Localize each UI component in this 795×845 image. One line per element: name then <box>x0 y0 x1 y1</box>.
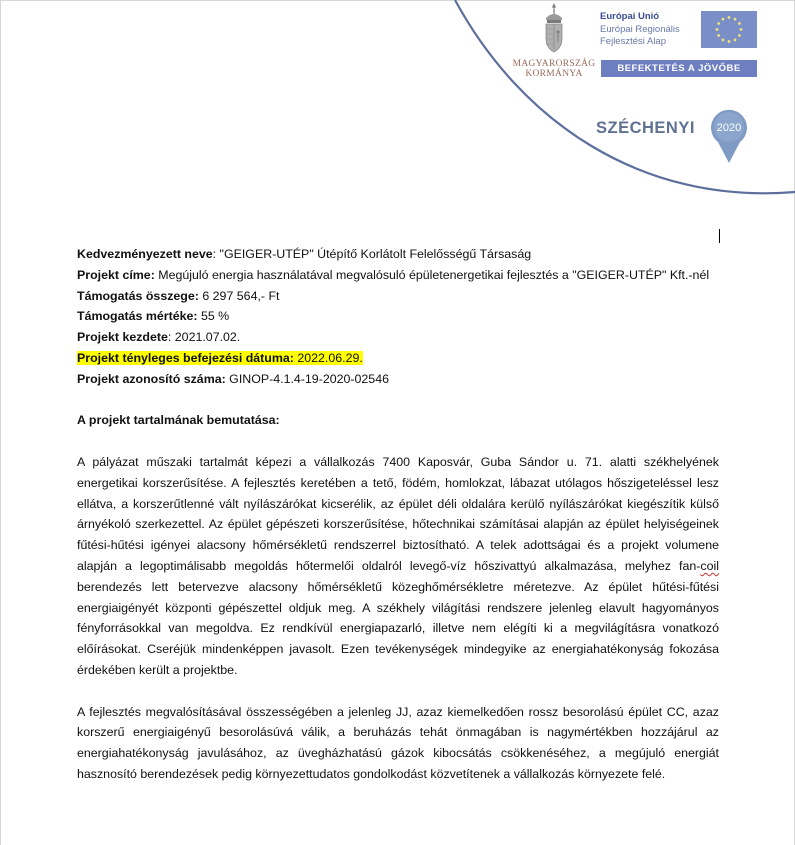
crest-icon <box>541 2 567 54</box>
szechenyi-word: SZÉCHENYI <box>596 119 695 137</box>
section-title-text: A projekt tartalmának bemutatása: <box>77 413 280 428</box>
eu-line1: Európai Unió <box>600 11 660 22</box>
beneficiary-label: Kedvezményezett neve <box>77 247 213 261</box>
project-title-value: Megújuló energia használatával megvalósuló épületenergetikai fejlesztés a "GEIGER-UTÉP" Kft.-nél <box>154 267 710 282</box>
hungary-logo-line2: KORMÁNYA <box>525 69 583 79</box>
project-title-label: Projekt címe: <box>77 267 155 282</box>
text-cursor <box>719 229 720 243</box>
paragraph-1-part2: berendezés lett betervezve alacsony hőmérsékletű közeghőmérsékletre méretezve. Az épület hűtési-fűtési energiaigényét központi gépészettel oldjuk meg. A székhely világítási rendszere jelenleg elavult hagyományos fényforrásokkal van megoldva. Ez rendkívül energiapazarló, illetve nem elégíti ki a megvilágításra vonatkozó előírásokat. Cseréjük mindenképpen javasolt. Ezen tevékenységek mindegyike az energiahatékonyság fokozása érdekében került a projektbe. <box>77 579 719 677</box>
hungary-logo-line1: MAGYARORSZÁG <box>512 59 596 69</box>
spellcheck-word: coil <box>700 558 719 573</box>
section-title <box>77 410 719 431</box>
beneficiary-value: : "GEIGER-UTÉP" Útépítő Korlátolt Felelősségű Társaság <box>212 247 532 261</box>
hungarian-government-logo <box>512 2 596 79</box>
id-line <box>77 369 719 390</box>
paragraph-2: A fejlesztés megvalósításával összességében a jelenleg JJ, azaz kiemelkedően rossz besorolású épület CC, azaz korszerű energiaigényű besorolásúvá válik, a beruházás tehát önmagában is nagymértékben hozzájárul az energiahatékonyság javulásához, az üvegházhatású gázok kibocsátás csökkenéséhez, a megújuló energiát hasznosító berendezések pedig környezettudatos gondolkodást közvetítenek a vállalkozás környezete felé. <box>77 704 719 781</box>
document-body <box>77 244 719 785</box>
eu-line3: Fejlesztési Alap <box>600 36 667 47</box>
rate-label: Támogatás mértéke: <box>77 309 198 324</box>
rate-value: 55 % <box>197 309 230 324</box>
map-pin-icon <box>710 108 748 164</box>
start-value: : 2021.07.02. <box>167 330 241 345</box>
szechenyi-2020-logo <box>596 108 756 168</box>
start-label: Projekt kezdete <box>77 330 168 345</box>
amount-value: 6 297 564,- Ft <box>198 288 280 303</box>
id-label: Projekt azonosító száma: <box>77 371 226 386</box>
start-line <box>77 327 719 348</box>
end-line <box>77 348 719 369</box>
eu-slogan: BEFEKTETÉS A JÖVŐBE <box>601 60 757 77</box>
paragraph-1 <box>77 452 719 681</box>
eu-flag-icon <box>701 11 757 48</box>
end-value: 2022.06.29. <box>293 350 363 365</box>
amount-line <box>77 286 719 307</box>
beneficiary-line <box>77 244 719 265</box>
eu-line2: Európai Regionális <box>600 23 680 35</box>
rate-line <box>77 306 719 327</box>
project-title-line <box>77 265 719 286</box>
paragraph-gap <box>77 681 719 702</box>
szechenyi-year: 2020 <box>716 122 742 134</box>
end-label: Projekt tényleges befejezési dátuma: <box>77 350 294 365</box>
paragraph-1-part1: A pályázat műszaki tartalmát képezi a vállalkozás 7400 Kaposvár, Guba Sándor u. 71. alatti székhelyének energetikai korszerűsítése. A fejlesztés keretében a tető, födém, homlokzat, lábazat utólagos hőszigeteléssel lesz ellátva, a korszerűtlenné vált nyílászárókat kicserélik, az épület déli oldalára kerülő nyílászárókat kiegészítik külső árnyékoló szerkezettel. Az épület gépészeti korszerűsítése, hőtechnikai számításai alapján az épület helyiségeinek fűtési-hűtési igényei alacsony hőmérsékletű rendszerrel biztosítható. A telek adottságai és a projekt volumene alapján a legoptimálisabb megoldás hőtermelői oldalról levegő-víz hőszivattyú alkalmazása, melyhez fan- <box>77 454 719 573</box>
id-value: GINOP-4.1.4-19-2020-02546 <box>225 371 389 386</box>
amount-label: Támogatás összege: <box>77 288 199 303</box>
